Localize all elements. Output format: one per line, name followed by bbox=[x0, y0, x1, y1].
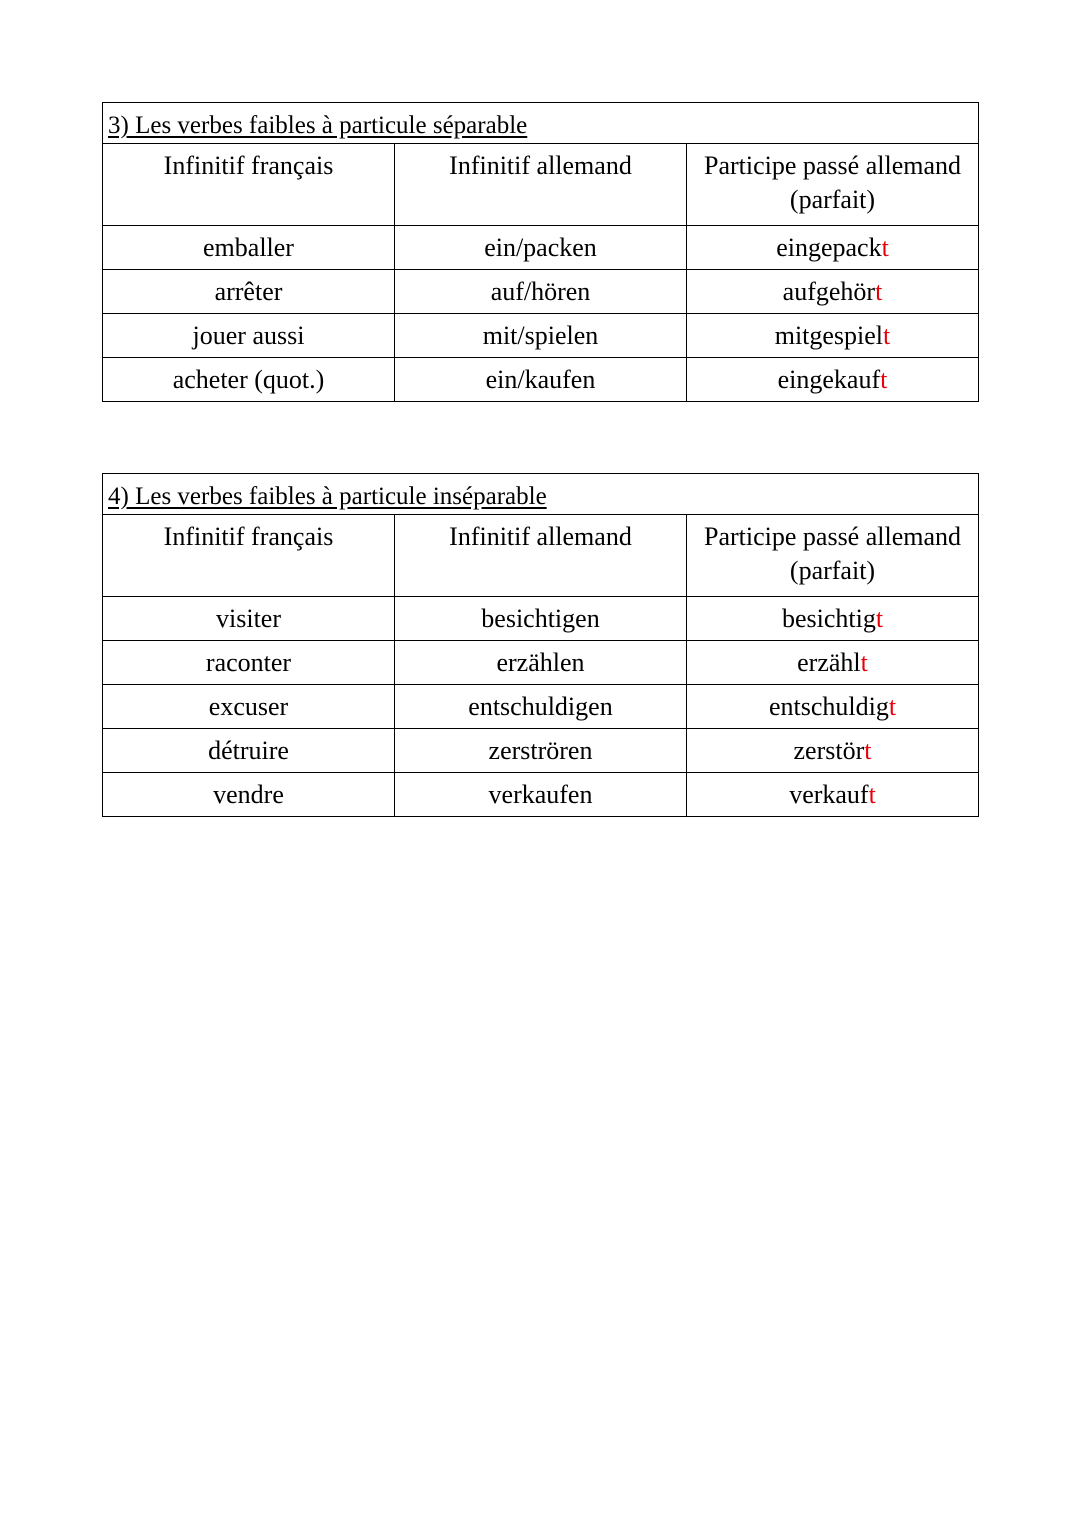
french-infinitive-cell: vendre bbox=[103, 773, 395, 817]
french-infinitive-cell: emballer bbox=[103, 226, 395, 270]
table-title-cell bbox=[103, 103, 979, 144]
participle-ending: t bbox=[875, 276, 883, 306]
header-german-past-participle: Participe passé allemand (parfait) bbox=[687, 515, 979, 597]
table-title-cell bbox=[103, 474, 979, 515]
german-infinitive-cell: verkaufen bbox=[395, 773, 687, 817]
french-infinitive-cell: arrêter bbox=[103, 270, 395, 314]
participle-ending: t bbox=[860, 647, 868, 677]
participle-stem: mitgespiel bbox=[774, 320, 884, 350]
german-infinitive-cell: zerströren bbox=[395, 729, 687, 773]
table-row bbox=[103, 685, 979, 729]
table-row bbox=[103, 226, 979, 270]
header-german-infinitive: Infinitif allemand bbox=[395, 515, 687, 597]
table-title-row bbox=[103, 474, 979, 515]
participle-ending: t bbox=[881, 232, 889, 262]
french-infinitive-cell: visiter bbox=[103, 597, 395, 641]
participle-stem: aufgehör bbox=[782, 276, 876, 306]
participle-stem: verkauf bbox=[789, 779, 869, 809]
past-participle-cell bbox=[687, 773, 979, 817]
table-header-row bbox=[103, 515, 979, 597]
participle-ending: t bbox=[888, 691, 897, 721]
table-title-row bbox=[103, 103, 979, 144]
table-row bbox=[103, 358, 979, 402]
german-infinitive-cell: erzählen bbox=[395, 641, 687, 685]
table-separable-weak-verbs bbox=[102, 102, 979, 402]
past-participle-cell bbox=[687, 685, 979, 729]
header-french-infinitive: Infinitif français bbox=[103, 144, 395, 226]
past-participle-cell bbox=[687, 226, 979, 270]
participle-ending: t bbox=[883, 320, 891, 350]
table-row bbox=[103, 641, 979, 685]
participle-ending: t bbox=[864, 735, 872, 765]
table-row bbox=[103, 314, 979, 358]
participle-stem: zerstör bbox=[793, 735, 865, 765]
participle-stem: eingepack bbox=[776, 232, 882, 262]
table-inseparable-weak-verbs bbox=[102, 473, 979, 817]
table-row bbox=[103, 270, 979, 314]
past-participle-cell bbox=[687, 597, 979, 641]
header-german-past-participle: Participe passé allemand (parfait) bbox=[687, 144, 979, 226]
table-title: 4) Les verbes faibles à particule inséparable bbox=[108, 483, 547, 510]
german-infinitive-cell: entschuldigen bbox=[395, 685, 687, 729]
participle-stem: erzähl bbox=[797, 647, 861, 677]
header-german-infinitive: Infinitif allemand bbox=[395, 144, 687, 226]
past-participle-cell bbox=[687, 358, 979, 402]
french-infinitive-cell: excuser bbox=[103, 685, 395, 729]
past-participle-cell bbox=[687, 314, 979, 358]
table-row bbox=[103, 729, 979, 773]
german-infinitive-cell: auf/hören bbox=[395, 270, 687, 314]
table-title: 3) Les verbes faibles à particule séparable bbox=[108, 112, 528, 139]
french-infinitive-cell: acheter (quot.) bbox=[103, 358, 395, 402]
table-header-row bbox=[103, 144, 979, 226]
participle-ending: t bbox=[880, 364, 888, 394]
participle-stem: entschuldig bbox=[768, 691, 889, 721]
french-infinitive-cell: détruire bbox=[103, 729, 395, 773]
past-participle-cell bbox=[687, 729, 979, 773]
participle-ending: t bbox=[868, 779, 876, 809]
german-infinitive-cell: mit/spielen bbox=[395, 314, 687, 358]
german-infinitive-cell: ein/packen bbox=[395, 226, 687, 270]
french-infinitive-cell: raconter bbox=[103, 641, 395, 685]
header-french-infinitive: Infinitif français bbox=[103, 515, 395, 597]
past-participle-cell bbox=[687, 270, 979, 314]
french-infinitive-cell: jouer aussi bbox=[103, 314, 395, 358]
participle-stem: besichtig bbox=[781, 603, 876, 633]
table-row bbox=[103, 773, 979, 817]
participle-stem: eingekauf bbox=[777, 364, 881, 394]
german-infinitive-cell: ein/kaufen bbox=[395, 358, 687, 402]
table-row bbox=[103, 597, 979, 641]
german-infinitive-cell: besichtigen bbox=[395, 597, 687, 641]
participle-ending: t bbox=[875, 603, 884, 633]
past-participle-cell bbox=[687, 641, 979, 685]
